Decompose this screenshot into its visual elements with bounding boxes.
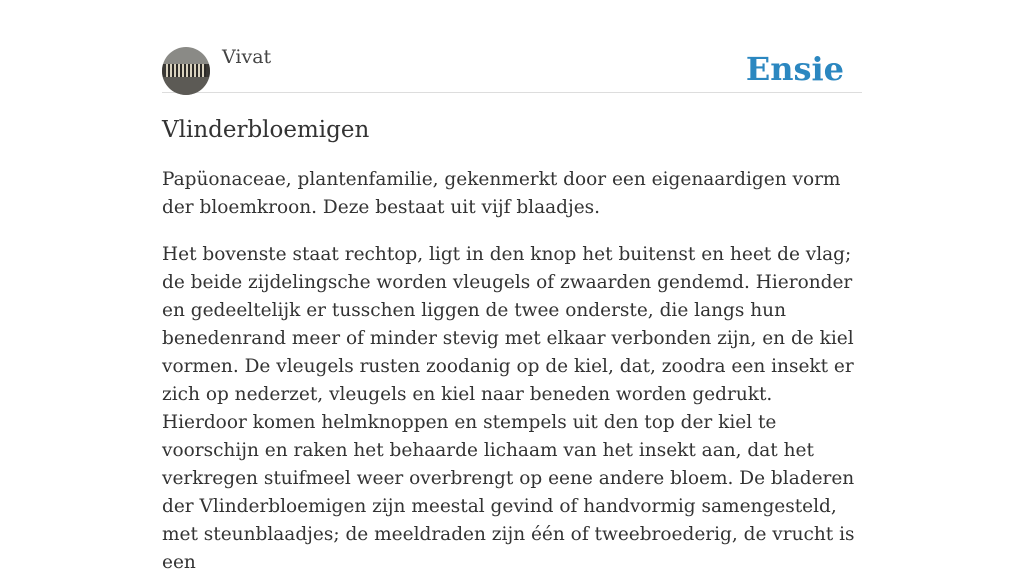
site-logo[interactable]: Ensie — [745, 50, 844, 88]
article-paragraph: Het bovenste staat rechtop, ligt in den knop het buitenst en heet de vlag; de beide zijdelingsche worden vleugels of zwaarden gendemd. Hieronder en gedeeltelijk er tusschen liggen de twee onderste, die langs hun benedenrand meer of minder stevig met elkaar verbonden zijn, en de kiel vormen. De vleugels rusten zoodanig op de kiel, dat, zoodra een insekt er zich op nederzet, vleugels en kiel naar beneden worden gedrukt. Hierdoor komen helmknoppen en stempels uit den top der kiel te voorschijn en raken het behaarde lichaam van het insekt aan, dat het verkregen stuifmeel weer overbrengt op eene andere bloem. De bladeren der Vlinderbloemigen zijn meestal gevind of handvormig samengesteld, met steunblaadjes; de meeldraden zijn één of tweebroederig, de vrucht is een — [162, 244, 855, 573]
avatar-image-base — [162, 77, 210, 95]
author-avatar[interactable] — [162, 47, 210, 95]
article-paragraph: Papüonaceae, plantenfamilie, gekenmerkt door een eigenaardigen vorm der bloemkroon. Deze bestaat uit vijf blaadjes. — [162, 169, 841, 218]
header — [162, 0, 862, 93]
article-title: Vlinderbloemigen — [162, 117, 370, 143]
author-name[interactable]: Vivat — [222, 46, 272, 68]
page-container — [162, 0, 862, 577]
avatar-image-keys — [166, 64, 206, 77]
